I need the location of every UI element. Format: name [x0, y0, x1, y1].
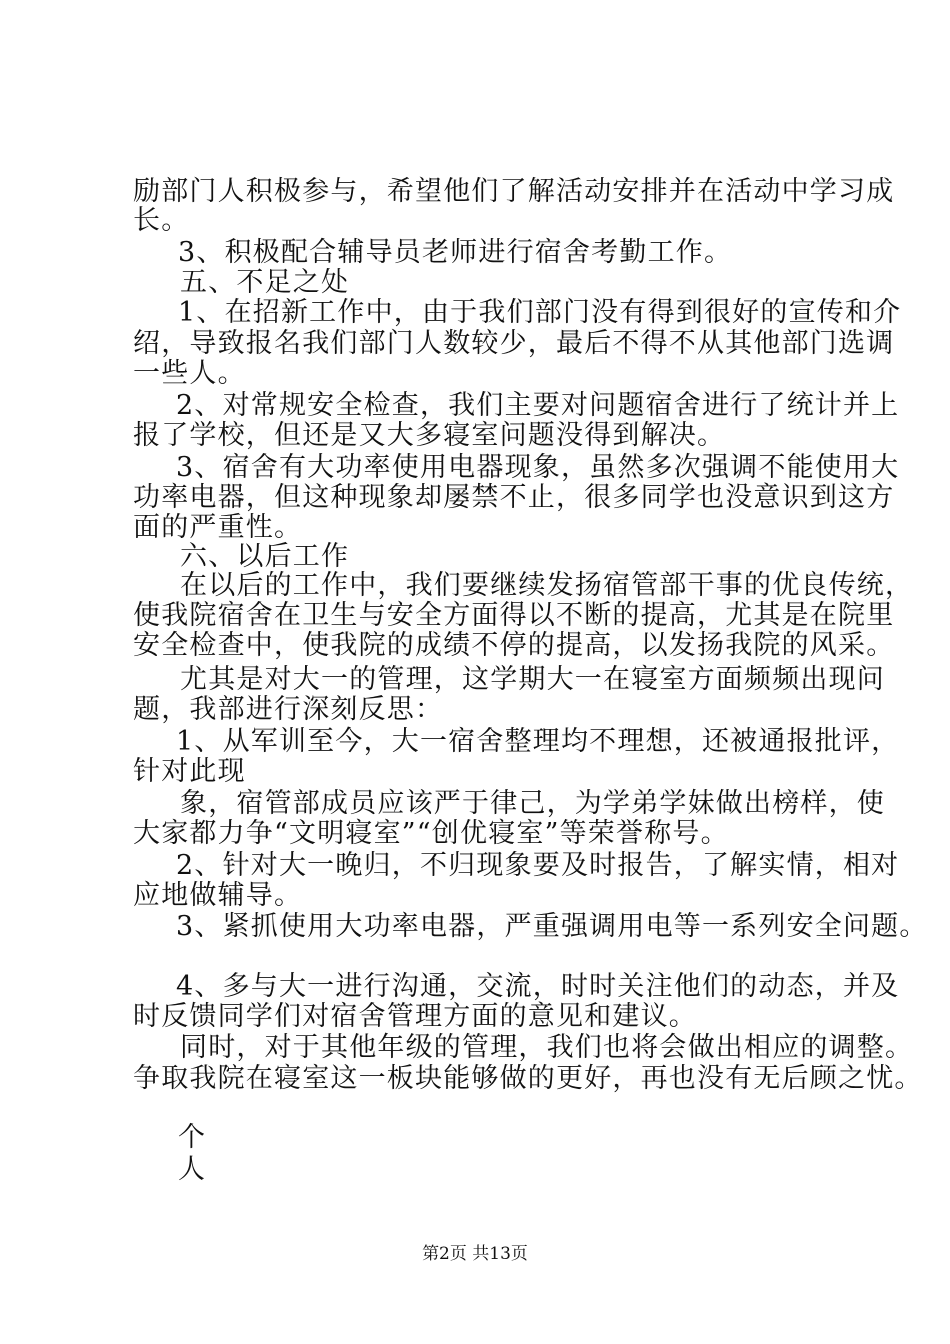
text-line: 3、积极配合辅导员老师进行宿舍考勤工作。: [178, 237, 733, 268]
text-line: 象，宿管部成员应该严于律己，为学弟学妹做出榜样，使: [180, 788, 885, 819]
text-line: 报了学校，但还是又大多寝室问题没得到解决。: [133, 420, 726, 451]
text-line: 应地做辅导。: [133, 880, 303, 911]
section-heading: 五、不足之处: [180, 267, 350, 298]
text-line: 4、多与大一进行沟通，交流，时时关注他们的动态，并及: [176, 971, 900, 1002]
text-line: 争取我院在寝室这一板块能够做的更好，再也没有无后顾之忧。: [133, 1063, 923, 1094]
text-line: 同时，对于其他年级的管理，我们也将会做出相应的调整。: [180, 1032, 914, 1063]
text-line: 1、在招新工作中，由于我们部门没有得到很好的宣传和介: [178, 297, 902, 328]
text-line: 面的严重性。: [133, 512, 303, 543]
page-number-footer: 第2页 共13页: [422, 1244, 528, 1264]
text-line: 3、宿舍有大功率使用电器现象，虽然多次强调不能使用大: [176, 452, 900, 483]
text-line: 题，我部进行深刻反思：: [133, 694, 444, 725]
text-line: 使我院宿舍在卫生与安全方面得以不断的提高，尤其是在院里: [133, 600, 895, 631]
text-line: 针对此现: [133, 756, 246, 787]
text-line: 励部门人积极参与，希望他们了解活动安排并在活动中学习成: [133, 176, 895, 207]
section-heading: 六、以后工作: [180, 541, 350, 572]
text-line: 3、紧抓使用大功率电器，严重强调用电等一系列安全问题。: [176, 911, 928, 942]
text-line: 个: [178, 1122, 207, 1153]
text-line: 绍，导致报名我们部门人数较少，最后不得不从其他部门选调: [133, 328, 895, 359]
text-line: 1、从军训至今，大一宿舍整理均不理想，还被通报批评，: [176, 726, 900, 757]
text-line: 安全检查中，使我院的成绩不停的提高，以发扬我院的风采。: [133, 630, 895, 661]
text-line: 2、针对大一晚归，不归现象要及时报告，了解实情，相对: [176, 850, 900, 881]
text-line: 时反馈同学们对宿舍管理方面的意见和建议。: [133, 1001, 697, 1032]
text-line: 功率电器，但这种现象却屡禁不止，很多同学也没意识到这方: [133, 482, 895, 513]
text-line: 一些人。: [133, 358, 246, 389]
text-line: 在以后的工作中，我们要继续发扬宿管部干事的优良传统，: [180, 570, 914, 601]
text-line: 长。: [133, 205, 190, 236]
text-line: 尤其是对大一的管理，这学期大一在寝室方面频频出现问: [180, 664, 885, 695]
text-line: 人: [178, 1154, 207, 1185]
text-line: 大家都力争“文明寝室”“创优寝室”等荣誉称号。: [133, 818, 729, 849]
text-line: 2、对常规安全检查，我们主要对问题宿舍进行了统计并上: [176, 390, 900, 421]
